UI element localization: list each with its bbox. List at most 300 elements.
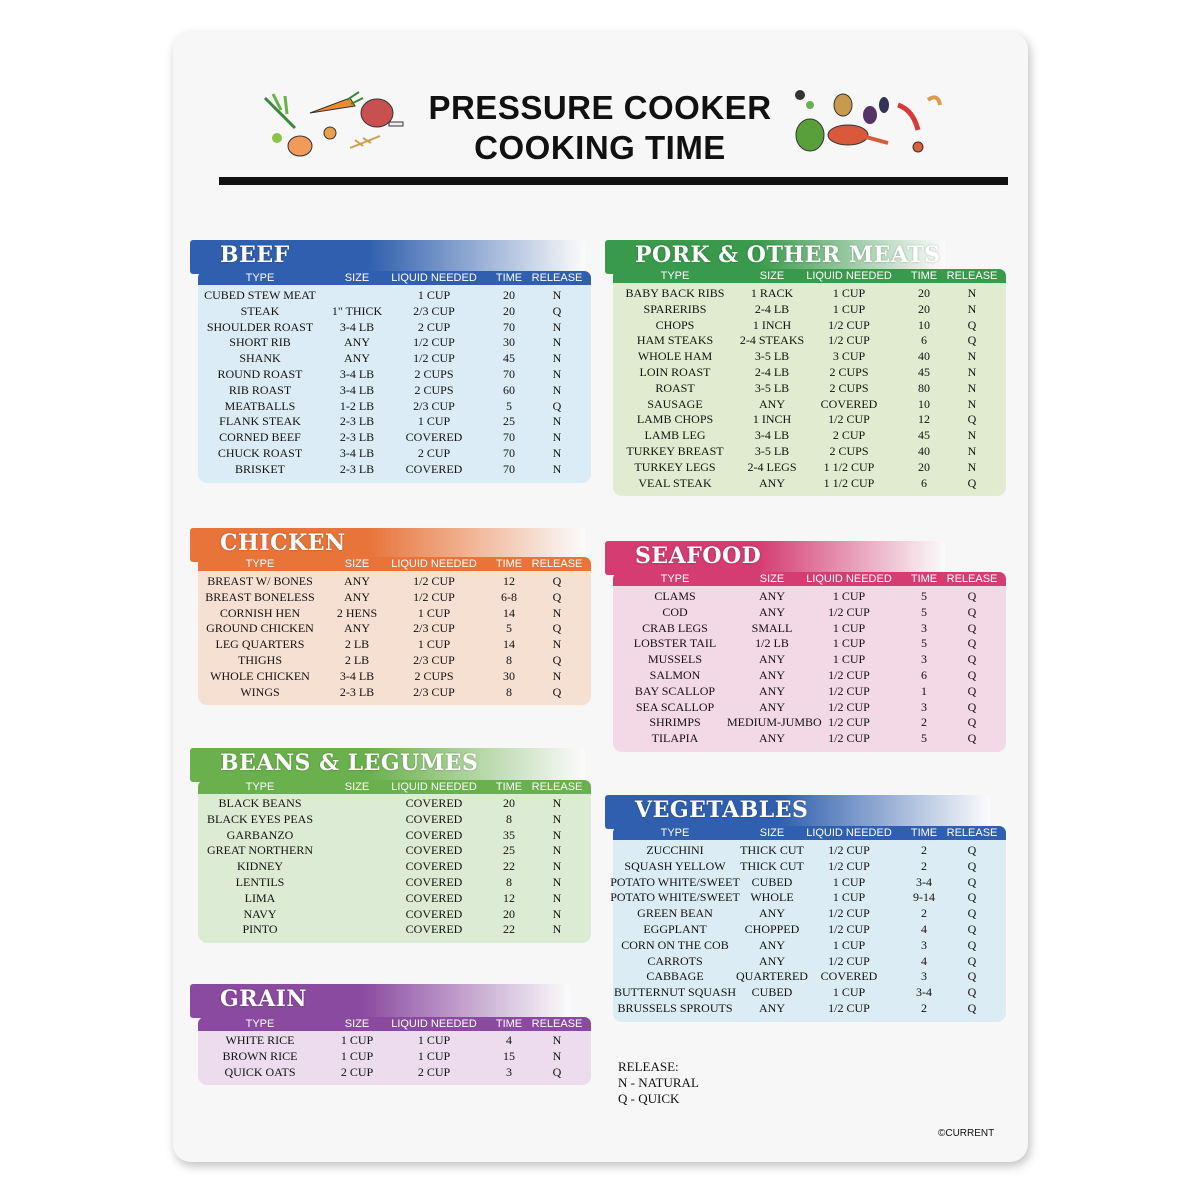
cell-release: Q xyxy=(552,303,562,318)
cell-liquid: 1 CUP xyxy=(832,589,866,603)
cell-type: WHITE RICE xyxy=(225,1033,295,1047)
cell-time: 2 xyxy=(921,843,927,857)
table-row xyxy=(198,605,591,621)
cell-type: SHORT RIB xyxy=(229,335,291,350)
cell-time: 70 xyxy=(503,430,515,445)
section-seafood xyxy=(613,541,1006,752)
cell-liquid: 1/2 CUP xyxy=(413,351,455,366)
cell-size: ANY xyxy=(759,475,785,490)
cell-liquid: 1/2 CUP xyxy=(413,574,455,588)
cell-release: N xyxy=(552,859,562,874)
cell-type: ROAST xyxy=(655,380,695,395)
table-row xyxy=(198,827,591,843)
cell-type: CRAB LEGS xyxy=(642,620,708,635)
cell-size: 2-3 LB xyxy=(339,430,375,445)
cell-type: ROUND ROAST xyxy=(217,367,303,381)
cell-release: N xyxy=(552,827,562,842)
page-title xyxy=(420,88,780,168)
cell-size: 2 LB xyxy=(344,653,370,667)
cell-liquid: 2 CUP xyxy=(417,446,451,460)
cell-size: ANY xyxy=(759,396,785,411)
cell-liquid: 1/2 CUP xyxy=(828,683,870,698)
cell-type: CARROTS xyxy=(647,953,703,968)
cell-release: Q xyxy=(967,937,977,952)
section-title: SEAFOOD xyxy=(635,543,762,569)
cell-type: WHOLE HAM xyxy=(637,349,713,364)
cell-release: Q xyxy=(552,574,562,588)
cell-liquid: 1 CUP xyxy=(417,605,451,620)
cell-release: N xyxy=(967,396,977,411)
cell-release: N xyxy=(967,444,977,458)
cell-release: Q xyxy=(967,874,977,889)
cell-type: EGGPLANT xyxy=(643,922,707,936)
cell-time: 12 xyxy=(918,412,930,427)
cell-liquid: COVERED xyxy=(405,796,463,810)
table-row xyxy=(613,427,1006,443)
cell-liquid: COVERED xyxy=(405,906,463,921)
cell-time: 4 xyxy=(506,1033,512,1047)
cell-size: 2-3 LB xyxy=(339,461,375,476)
cell-liquid: COVERED xyxy=(405,430,463,445)
cell-release: N xyxy=(552,875,562,889)
legend-heading: RELEASE: xyxy=(618,1059,679,1074)
cell-release: N xyxy=(552,382,562,397)
cell-time: 25 xyxy=(503,414,515,429)
table-row xyxy=(613,858,1006,874)
cell-size: 2-4 LEGS xyxy=(747,459,797,474)
cell-release: Q xyxy=(967,636,977,651)
table-row xyxy=(198,334,591,350)
cell-size: 3-5 LB xyxy=(754,380,790,395)
table-row xyxy=(198,795,591,811)
cell-type: LENTILS xyxy=(235,875,285,889)
cell-time: 3 xyxy=(921,620,927,635)
cell-time: 6 xyxy=(921,668,927,682)
cell-release: Q xyxy=(967,953,977,968)
cell-size: ANY xyxy=(759,683,785,698)
cell-release: Q xyxy=(552,684,562,699)
cell-liquid: 1 CUP xyxy=(417,1033,451,1047)
cell-liquid: COVERED xyxy=(405,922,463,937)
table-header xyxy=(198,780,591,794)
column-header-release: RELEASE xyxy=(946,827,998,839)
cell-time: 8 xyxy=(506,653,512,667)
cell-liquid: 2 CUPS xyxy=(414,367,454,381)
cell-type: PINTO xyxy=(242,922,278,937)
cell-release: N xyxy=(552,811,562,826)
column-header-time: TIME xyxy=(495,781,523,793)
cell-release: Q xyxy=(967,333,977,348)
cell-liquid: 1 CUP xyxy=(417,414,451,429)
table-row xyxy=(198,319,591,335)
cell-type: TURKEY BREAST xyxy=(626,444,724,458)
cell-size: 3-5 LB xyxy=(754,349,790,364)
cell-liquid: 2 CUPS xyxy=(829,380,869,395)
table-row xyxy=(198,382,591,398)
table-row xyxy=(613,364,1006,380)
cell-liquid: 1 CUP xyxy=(832,985,866,1000)
cell-time: 8 xyxy=(506,875,512,889)
cell-size: 1 CUP xyxy=(340,1048,374,1063)
cell-type: BRUSSELS SPROUTS xyxy=(617,1001,733,1015)
column-header-release: RELEASE xyxy=(531,1018,583,1030)
cell-liquid: 1 CUP xyxy=(832,890,866,905)
cell-time: 5 xyxy=(921,731,927,746)
cell-size: 2 LB xyxy=(344,637,370,652)
section-beans xyxy=(198,748,591,943)
cell-liquid: 2 CUPS xyxy=(414,382,454,397)
legend-natural: N - NATURAL xyxy=(618,1075,699,1090)
column-header-type: TYPE xyxy=(245,781,275,793)
cell-release: Q xyxy=(967,475,977,490)
cell-type: SHOULDER ROAST xyxy=(206,319,314,334)
table-row xyxy=(198,350,591,366)
table-row xyxy=(198,461,591,477)
cell-time: 3 xyxy=(921,937,927,952)
cell-release: N xyxy=(552,1033,562,1047)
cell-size: ANY xyxy=(759,731,785,746)
cell-time: 70 xyxy=(503,367,515,381)
cell-time: 1 xyxy=(921,683,927,698)
cell-type: GARBANZO xyxy=(226,827,294,842)
cell-type: SQUASH YELLOW xyxy=(624,858,726,873)
cell-size: 1-2 LB xyxy=(339,398,375,413)
cell-size: ANY xyxy=(759,937,785,952)
column-header-size: SIZE xyxy=(344,1018,370,1030)
title-line-1: PRESSURE COOKER xyxy=(428,89,772,126)
table-row xyxy=(198,811,591,827)
cell-type: GREAT NORTHERN xyxy=(206,843,314,858)
column-header-type: TYPE xyxy=(245,558,275,570)
cell-type: BRISKET xyxy=(234,461,285,476)
section-title: CHICKEN xyxy=(220,530,346,556)
cell-size: ANY xyxy=(759,589,785,603)
table-row xyxy=(198,906,591,922)
table-row xyxy=(198,1032,591,1048)
cell-size: 2-3 LB xyxy=(339,414,375,429)
cell-type: NAVY xyxy=(243,906,277,921)
cell-time: 5 xyxy=(506,398,512,413)
column-header-time: TIME xyxy=(495,272,523,284)
cell-size: 1 INCH xyxy=(752,317,792,332)
table-row xyxy=(198,668,591,684)
column-header-size: SIZE xyxy=(759,827,785,839)
cell-type: CHOPS xyxy=(655,317,695,332)
cell-type: KIDNEY xyxy=(237,859,283,874)
table-row xyxy=(613,411,1006,427)
cell-release: N xyxy=(552,605,562,620)
cell-time: 5 xyxy=(921,604,927,619)
cell-size: ANY xyxy=(759,604,785,619)
cell-type: SHRIMPS xyxy=(649,715,701,730)
column-header-time: TIME xyxy=(495,558,523,570)
cell-release: N xyxy=(552,1048,562,1063)
cell-size: 3-5 LB xyxy=(754,444,790,458)
cell-type: TURKEY LEGS xyxy=(634,459,716,474)
copyright: ©CURRENT xyxy=(938,1128,995,1139)
table-row xyxy=(198,890,591,906)
cell-size: ANY xyxy=(759,1001,785,1015)
cell-liquid: 1/2 CUP xyxy=(828,317,870,332)
cell-time: 35 xyxy=(503,827,515,842)
cell-liquid: 2 CUPS xyxy=(829,444,869,458)
table-row xyxy=(613,651,1006,667)
column-header-type: TYPE xyxy=(660,827,690,839)
column-header-release: RELEASE xyxy=(946,573,998,585)
cell-type: MUSSELS xyxy=(647,652,703,667)
cell-size: ANY xyxy=(759,699,785,714)
table-row xyxy=(613,667,1006,683)
section-title: GRAIN xyxy=(220,986,308,1012)
table-row xyxy=(198,652,591,668)
column-header-liquid-needed: LIQUID NEEDED xyxy=(391,781,477,793)
cell-size: SMALL xyxy=(751,620,793,635)
cell-liquid: 1 CUP xyxy=(832,636,866,651)
cell-size: ANY xyxy=(344,335,370,350)
cell-liquid: 2 CUPS xyxy=(829,365,869,379)
cell-type: BROWN RICE xyxy=(222,1048,298,1063)
cell-release: N xyxy=(967,365,977,379)
table-row xyxy=(613,984,1006,1000)
table-row xyxy=(613,301,1006,317)
cell-type: CHUCK ROAST xyxy=(217,446,303,460)
cell-release: Q xyxy=(552,621,562,636)
cell-size: 3-4 LB xyxy=(339,367,375,381)
table-row xyxy=(613,317,1006,333)
cell-time: 12 xyxy=(503,890,515,905)
table-row xyxy=(613,842,1006,858)
table-row xyxy=(613,396,1006,412)
cell-release: N xyxy=(552,446,562,460)
cell-release: Q xyxy=(967,652,977,667)
table-row xyxy=(198,287,591,303)
table-row xyxy=(613,459,1006,475)
column-header-liquid-needed: LIQUID NEEDED xyxy=(806,573,892,585)
cell-size: ANY xyxy=(759,906,785,921)
cell-liquid: 1/2 CUP xyxy=(828,604,870,619)
food-illustration-right xyxy=(788,85,948,165)
column-header-size: SIZE xyxy=(344,272,370,284)
cell-type: THIGHS xyxy=(238,653,282,667)
table-header xyxy=(613,572,1006,586)
cell-size: ANY xyxy=(759,668,785,682)
cell-liquid: 1/2 CUP xyxy=(828,731,870,746)
cell-release: Q xyxy=(552,398,562,413)
cell-time: 20 xyxy=(503,906,515,921)
cell-size: CUBED xyxy=(751,985,793,1000)
cell-release: Q xyxy=(967,604,977,619)
cell-type: GREEN BEAN xyxy=(637,906,713,921)
table-row xyxy=(198,842,591,858)
cell-release: N xyxy=(967,349,977,364)
cell-type: COD xyxy=(662,604,688,619)
cell-release: Q xyxy=(552,589,562,604)
cell-time: 30 xyxy=(503,668,515,683)
cell-time: 3 xyxy=(921,652,927,667)
cell-release: Q xyxy=(552,1064,562,1079)
cell-time: 8 xyxy=(506,811,512,826)
cell-liquid: COVERED xyxy=(405,875,463,889)
cell-release: Q xyxy=(967,668,977,682)
column-header-type: TYPE xyxy=(660,573,690,585)
cell-type: SPARERIBS xyxy=(643,301,707,316)
title-line-2: COOKING TIME xyxy=(474,129,726,166)
column-header-liquid-needed: LIQUID NEEDED xyxy=(806,270,892,282)
cell-type: SALMON xyxy=(649,668,701,682)
cell-time: 5 xyxy=(921,589,927,603)
cell-release: N xyxy=(552,367,562,381)
cell-liquid: 1/2 CUP xyxy=(413,589,455,604)
cell-type: SEA SCALLOP xyxy=(635,699,715,714)
cell-size: QUARTERED xyxy=(736,969,808,984)
table-row xyxy=(613,953,1006,969)
column-header-size: SIZE xyxy=(344,781,370,793)
table-row xyxy=(198,366,591,382)
cell-release: Q xyxy=(967,1001,977,1015)
cell-time: 15 xyxy=(503,1048,515,1063)
cell-type: LAMB CHOPS xyxy=(636,412,714,427)
cell-type: LOBSTER TAIL xyxy=(633,636,717,651)
table-row xyxy=(613,937,1006,953)
cell-liquid: 2 CUP xyxy=(832,428,866,443)
table-row xyxy=(610,874,1006,890)
cell-size: THICK CUT xyxy=(740,858,804,873)
cell-time: 2 xyxy=(921,715,927,730)
cell-liquid: 1/2 CUP xyxy=(828,699,870,714)
cell-size: ANY xyxy=(344,574,370,588)
cell-time: 70 xyxy=(503,446,515,460)
food-illustration-left xyxy=(255,88,415,168)
cell-liquid: COVERED xyxy=(820,969,878,984)
column-header-size: SIZE xyxy=(759,573,785,585)
column-header-time: TIME xyxy=(910,827,938,839)
table-header xyxy=(198,557,591,571)
table-row xyxy=(613,635,1006,651)
cell-liquid: 2/3 CUP xyxy=(413,303,455,318)
column-header-release: RELEASE xyxy=(531,781,583,793)
cell-liquid: 2 CUP xyxy=(417,1064,451,1079)
cell-type: BREAST W/ BONES xyxy=(207,574,313,588)
cell-time: 4 xyxy=(921,922,927,936)
cell-time: 3 xyxy=(921,969,927,984)
legend-quick: Q - QUICK xyxy=(618,1091,680,1106)
table-row xyxy=(198,589,591,605)
cell-release: N xyxy=(967,286,977,300)
section-title: BEEF xyxy=(220,242,290,268)
cell-type: FLANK STEAK xyxy=(219,414,301,429)
cell-size: 1/2 LB xyxy=(755,636,789,651)
cell-release: Q xyxy=(967,683,977,698)
table-row xyxy=(610,889,1006,905)
cell-type: CUBED STEW MEAT xyxy=(204,288,316,302)
cell-time: 6 xyxy=(921,333,927,348)
cell-type: MEATBALLS xyxy=(224,398,296,413)
cell-type: CLAMS xyxy=(654,589,696,603)
cell-type: LIMA xyxy=(244,890,276,905)
cell-type: WINGS xyxy=(240,684,280,699)
cell-release: N xyxy=(552,668,562,683)
cell-time: 6-8 xyxy=(501,589,517,604)
table-row xyxy=(613,380,1006,396)
table-row xyxy=(198,573,591,589)
cell-liquid: 1 CUP xyxy=(832,652,866,667)
cell-time: 40 xyxy=(918,444,930,458)
cell-liquid: 3 CUP xyxy=(832,349,866,364)
cell-time: 22 xyxy=(503,922,515,937)
cell-liquid: 1 CUP xyxy=(832,620,866,635)
cell-size: 1 CUP xyxy=(340,1033,374,1047)
cell-time: 25 xyxy=(503,843,515,858)
table-row xyxy=(198,445,591,461)
cell-time: 2 xyxy=(921,858,927,873)
cell-time: 70 xyxy=(503,461,515,476)
table-row xyxy=(613,475,1006,491)
cell-release: Q xyxy=(967,589,977,603)
cell-release: N xyxy=(967,428,977,443)
cell-time: 12 xyxy=(503,574,515,588)
cell-time: 20 xyxy=(918,301,930,316)
cell-liquid: 1 CUP xyxy=(417,637,451,652)
table-row xyxy=(613,921,1006,937)
cell-release: Q xyxy=(967,906,977,921)
table-row xyxy=(198,620,591,636)
cell-type: CORNISH HEN xyxy=(219,605,301,620)
cell-liquid: 1 CUP xyxy=(832,301,866,316)
cell-size: 3-4 LB xyxy=(339,319,375,334)
table-row xyxy=(198,1048,591,1064)
cell-type: SHANK xyxy=(239,351,281,366)
cell-release: N xyxy=(967,459,977,474)
cell-release: Q xyxy=(967,922,977,936)
column-header-release: RELEASE xyxy=(946,270,998,282)
column-header-time: TIME xyxy=(495,1018,523,1030)
cell-type: CORN ON THE COB xyxy=(621,937,729,952)
cell-liquid: COVERED xyxy=(405,859,463,874)
cell-type: LOIN ROAST xyxy=(639,365,711,379)
cell-liquid: 1 1/2 CUP xyxy=(823,459,875,474)
cell-liquid: 1/2 CUP xyxy=(828,412,870,427)
cell-time: 10 xyxy=(918,317,930,332)
table-header xyxy=(198,271,591,285)
cell-type: WHOLE CHICKEN xyxy=(210,668,310,683)
table-row xyxy=(198,858,591,874)
cell-time: 45 xyxy=(918,428,930,443)
cell-time: 3-4 xyxy=(916,985,932,1000)
cell-time: 5 xyxy=(506,621,512,636)
cell-type: VEAL STEAK xyxy=(638,475,712,490)
cell-release: Q xyxy=(967,731,977,746)
table-row xyxy=(198,1064,591,1080)
cell-size: CHOPPED xyxy=(744,922,800,936)
table-row xyxy=(613,905,1006,921)
cell-liquid: 1 CUP xyxy=(832,286,866,300)
release-legend xyxy=(618,1059,699,1107)
column-header-type: TYPE xyxy=(245,272,275,284)
cell-type: BAY SCALLOP xyxy=(634,683,716,698)
column-header-liquid-needed: LIQUID NEEDED xyxy=(391,1018,477,1030)
section-title: BEANS & LEGUMES xyxy=(220,750,479,776)
section-title: PORK & OTHER MEATS xyxy=(635,242,941,268)
cell-time: 14 xyxy=(503,605,515,620)
cell-time: 20 xyxy=(503,796,515,810)
cell-size: ANY xyxy=(344,351,370,366)
section-beef xyxy=(198,240,591,483)
table-row xyxy=(613,730,1006,746)
cell-time: 3-4 xyxy=(916,874,932,889)
cell-liquid: COVERED xyxy=(820,396,878,411)
cell-release: Q xyxy=(967,969,977,984)
cell-time: 20 xyxy=(503,288,515,302)
